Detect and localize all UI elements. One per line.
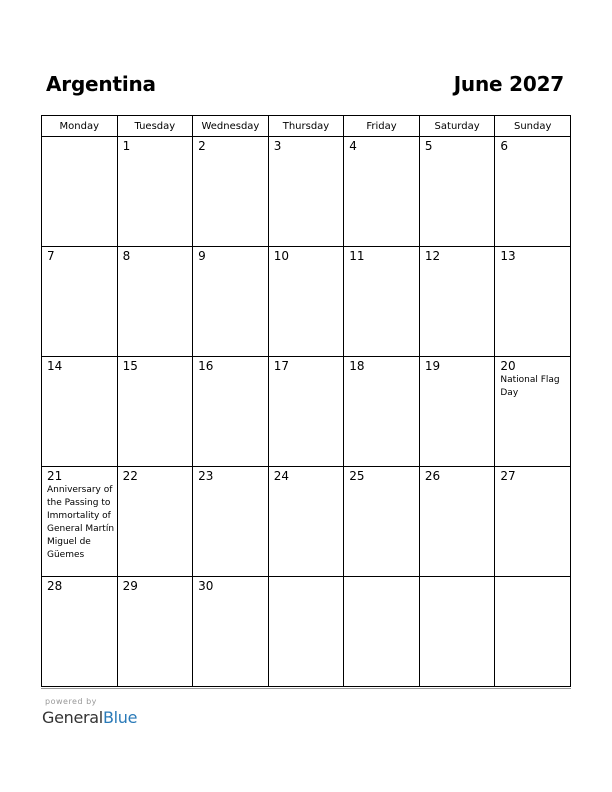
day-number: 14 [47, 359, 63, 373]
day-cell [117, 577, 193, 687]
day-cell [193, 247, 269, 357]
day-cell [419, 467, 495, 577]
day-number: 7 [47, 249, 55, 263]
day-number: 20 [500, 359, 516, 373]
day-number: 22 [122, 469, 138, 483]
day-cell [268, 137, 344, 247]
day-number: 2 [198, 139, 206, 153]
day-cell [495, 577, 571, 687]
day-cell [42, 137, 118, 247]
day-cell [117, 137, 193, 247]
day-cell [193, 357, 269, 467]
day-number: 28 [47, 579, 63, 593]
weekday-header-row [42, 116, 571, 137]
day-number: 27 [500, 469, 516, 483]
day-number: 15 [122, 359, 138, 373]
day-number: 12 [424, 249, 441, 263]
holiday-label: Anniversary of the Passing to Immortality of General Martín Miguel de Güemes [47, 485, 115, 560]
day-cell [117, 357, 193, 467]
day-number: 30 [198, 579, 214, 593]
day-cell [193, 467, 269, 577]
day-number: 16 [198, 359, 214, 373]
month-year-title: June 2027 [453, 72, 564, 96]
day-number: 8 [122, 249, 131, 263]
day-number: 11 [349, 249, 365, 263]
day-cell [193, 577, 269, 687]
day-cell [268, 467, 344, 577]
day-cell [419, 247, 495, 357]
day-number: 29 [122, 579, 138, 593]
day-number: 6 [500, 139, 509, 153]
day-cell [344, 467, 420, 577]
day-cell [268, 577, 344, 687]
day-cell [344, 137, 420, 247]
day-cell [42, 247, 118, 357]
day-cell [42, 467, 118, 577]
day-number: 1 [122, 139, 131, 153]
day-cell [495, 247, 571, 357]
day-number: 24 [273, 469, 289, 483]
weekday-header: Thursday [268, 116, 344, 137]
week-row [42, 467, 571, 577]
day-cell [42, 577, 118, 687]
day-number: 13 [500, 249, 516, 263]
day-number: 10 [273, 249, 289, 263]
day-cell [344, 357, 420, 467]
day-cell [193, 137, 269, 247]
weekday-header: Friday [344, 116, 420, 137]
weekday-header: Saturday [419, 116, 495, 137]
week-row [42, 137, 571, 247]
day-cell [495, 467, 571, 577]
weekday-header: Sunday [495, 116, 571, 137]
weekday-header: Monday [42, 116, 118, 137]
day-number: 26 [424, 469, 441, 483]
day-cell [117, 467, 193, 577]
day-number: 23 [198, 469, 214, 483]
weekday-header: Wednesday [193, 116, 269, 137]
day-cell [344, 577, 420, 687]
weekday-header: Tuesday [117, 116, 193, 137]
day-cell [268, 357, 344, 467]
day-number: 25 [349, 469, 365, 483]
day-cell [495, 137, 571, 247]
day-number: 9 [198, 249, 206, 263]
day-cell [495, 357, 571, 467]
day-cell [344, 247, 420, 357]
week-row [42, 577, 571, 687]
calendar-grid [41, 115, 571, 687]
day-number: 21 [47, 469, 63, 483]
day-cell [419, 357, 495, 467]
day-number: 3 [273, 139, 282, 153]
holiday-label: National Flag Day [500, 375, 560, 398]
day-cell [268, 247, 344, 357]
day-number: 19 [424, 359, 441, 373]
powered-by-label: powered by [45, 697, 97, 706]
day-number: 17 [273, 359, 289, 373]
footer-divider [41, 688, 571, 689]
day-cell [419, 577, 495, 687]
week-row [42, 247, 571, 357]
day-cell [419, 137, 495, 247]
day-cell [117, 247, 193, 357]
week-row [42, 357, 571, 467]
brand-part-general: General [42, 708, 103, 727]
generalblue-logo[interactable] [42, 708, 137, 728]
day-cell [42, 357, 118, 467]
brand-part-blue: Blue [102, 708, 138, 727]
day-number: 18 [349, 359, 365, 373]
day-number: 4 [349, 139, 357, 153]
day-number: 5 [424, 139, 433, 153]
country-title: Argentina [46, 72, 156, 96]
